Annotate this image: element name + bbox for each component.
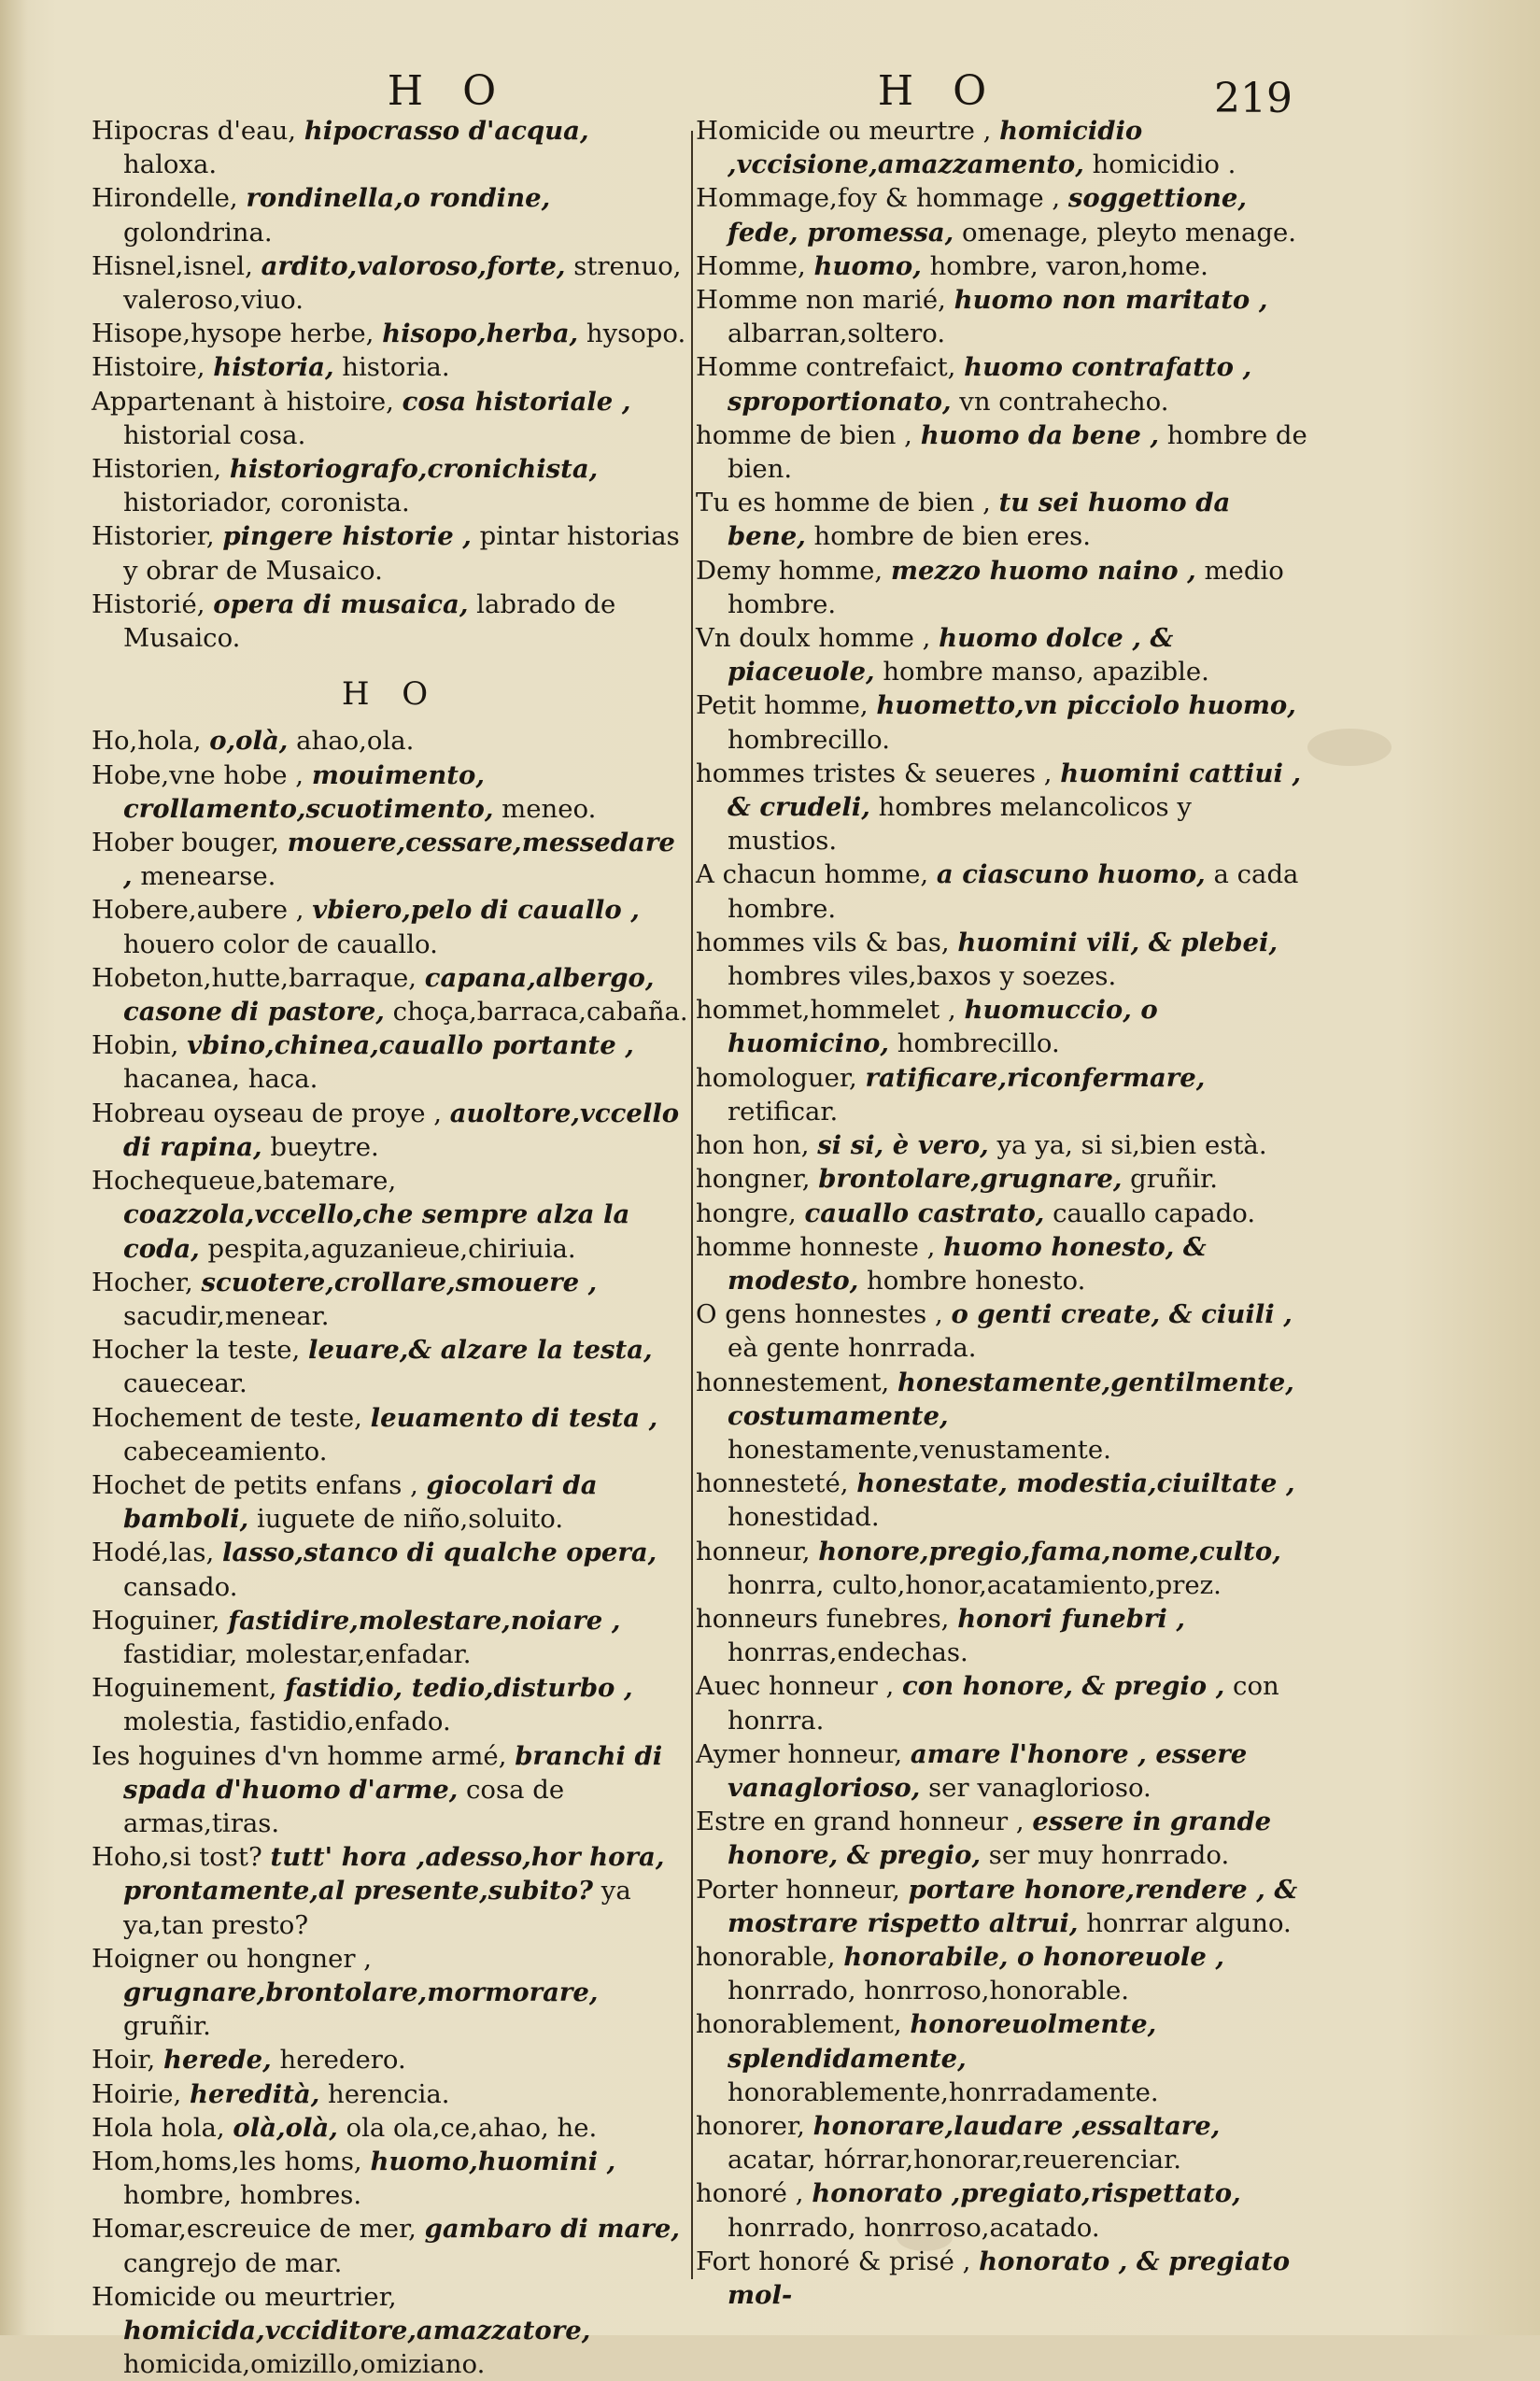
spanish-term: ser vanaglorioso. [928,1772,1151,1803]
dictionary-entry [696,1061,1307,1128]
french-term: homologuer, [696,1062,857,1093]
dictionary-entry [696,2109,1307,2176]
italian-term: capana,albergo, casone di pastore, [123,962,655,1028]
italian-term: huomuccio, o huomicino, [728,995,1158,1059]
dictionary-entry [696,350,1307,418]
spanish-term: gruñir. [123,2011,211,2042]
spanish-term: molestia, fastidio,enfado. [123,1707,451,1737]
dictionary-entry [92,1097,689,1164]
french-term: honnesteté, [696,1468,849,1499]
section-title: H O [341,675,440,714]
spanish-term: retificar. [728,1096,839,1127]
french-term: hommes tristes & seueres , [696,758,1053,788]
dictionary-entry [92,317,689,350]
spanish-term: historia. [342,352,450,383]
dictionary-entry [92,1333,689,1400]
right-column [696,114,1307,2310]
dictionary-entry [696,688,1307,756]
dictionary-entry [696,486,1307,553]
dictionary-entry [92,1536,689,1603]
french-term: Hom,homs,les homs, [92,2146,362,2176]
column-rule [691,131,693,2279]
french-term: Hobere,aubere , [92,895,304,926]
italian-term: honorare,laudare ,essaltare, [812,2110,1221,2141]
dictionary-entry [696,2176,1307,2244]
italian-term: cauallo castrato, [804,1198,1045,1228]
spanish-term: honestidad. [728,1502,880,1533]
italian-term: ardito,valoroso,forte, [261,250,566,281]
italian-term: honorabile, o honoreuole , [843,1941,1224,1972]
french-term: O gens honnestes , [696,1299,943,1330]
running-header-right: H O [877,67,1000,115]
italian-term: vbiero,pelo di cauallo , [312,895,640,926]
italian-term: historia, [213,352,334,383]
spanish-term: cauallo capado. [1053,1198,1256,1228]
dictionary-entry [92,2077,689,2111]
italian-term: lasso,stanco di qualche opera, [221,1538,657,1568]
italian-term: heredità, [190,2078,320,2109]
french-term: Appartenant à histoire, [92,386,394,417]
italian-term: huomini cattiui , & crudeli, [728,758,1302,823]
spanish-term: pintar historias y obrar de Musaico. [123,521,680,586]
spanish-term: hacanea, haca. [123,1064,318,1095]
italian-term: scuotere,crollare,smouere , [201,1267,598,1297]
dictionary-entry [92,1164,689,1266]
spanish-term: ya ya,tan presto? [123,1876,631,1940]
french-term: honorer, [696,2110,805,2141]
dictionary-entry [92,249,689,317]
spanish-term: hombre, hombres. [123,2180,362,2211]
dictionary-entry [696,1162,1307,1196]
italian-term: mouimento, crollamento,scuotimento, [123,759,494,824]
spanish-term: hysopo. [586,319,686,349]
italian-term: essere in grande honore, & pregio, [728,1807,1272,1871]
spanish-term: honrras,endechas. [728,1637,968,1668]
french-term: homme honneste , [696,1231,936,1262]
spanish-term: historiador, coronista. [123,488,410,518]
spanish-term: hombre de bien. [728,419,1307,485]
french-term: Aymer honneur, [696,1738,903,1769]
italian-term: huometto,vn picciolo huomo, [876,690,1296,721]
italian-term: honori funebri , [957,1603,1185,1634]
italian-term: huomo,huomini , [370,2146,616,2176]
italian-term: tutt' hora ,adesso,hor hora, prontamente,al presente,subito? [123,1842,665,1906]
italian-term: si si, è vero, [817,1130,989,1161]
italian-term: honestamente,gentilmente, costumamente, [728,1367,1294,1431]
french-term: hongre, [696,1198,797,1228]
french-term: Hocher la teste, [92,1335,301,1366]
french-term: Homar,escreuice de mer, [92,2214,417,2245]
spanish-term: choça,barraca,cabaña. [392,997,688,1028]
french-term: homme de bien , [696,419,912,450]
french-term: Historier, [92,521,215,552]
dictionary-entry [696,249,1307,283]
italian-term: gambaro di mare, [424,2214,680,2245]
dictionary-entry [696,1669,1307,1736]
dictionary-entry [92,2280,689,2381]
french-term: Auec honneur , [696,1671,895,1702]
italian-term: tu sei huomo da bene, [728,488,1231,552]
dictionary-entry [92,452,689,519]
spanish-term: hombres melancolicos y mustios. [728,792,1192,857]
italian-term: con honore, & pregio , [902,1671,1225,1702]
french-term: Hoir, [92,2045,156,2076]
italian-term: fastidire,molestare,noiare , [228,1605,621,1636]
dictionary-entry [696,181,1307,248]
french-term: Demy homme, [696,555,883,586]
italian-term: vbino,chinea,cauallo portante , [187,1030,634,1061]
spanish-term: hombrecillo. [728,724,890,755]
french-term: Hober bouger, [92,828,279,858]
spanish-term: ya ya, si si,bien està. [996,1130,1267,1161]
french-term: hommes vils & bas, [696,927,950,957]
dictionary-entry [696,757,1307,858]
italian-term: honorato ,pregiato,rispettato, [812,2178,1241,2209]
dictionary-entry [92,758,689,826]
spanish-term: honrrar alguno. [1086,1907,1292,1938]
dictionary-entry [696,857,1307,925]
french-term: Hirondelle, [92,183,238,214]
spanish-term: hombre manso, apazible. [883,657,1209,687]
dictionary-entry [696,1230,1307,1297]
italian-term: coazzola,vccello,che sempre alza la coda, [123,1199,630,1264]
spanish-term: honrrado, honrroso,honorable. [728,1976,1130,2006]
dictionary-entry [92,2212,689,2279]
italian-term: huomini vili, & plebei, [957,927,1279,957]
spanish-term: acatar, hórrar,honorar,reuerenciar. [728,2145,1182,2175]
italian-term: leuare,& alzare la testa, [308,1335,653,1366]
italian-term: rondinella,o rondine, [246,183,551,214]
french-term: Hobin, [92,1030,179,1061]
spanish-term: haloxa. [123,149,218,180]
italian-term: homicida,vcciditore,amazzatore, [123,2316,591,2346]
dictionary-entry [696,1297,1307,1365]
spanish-term: vn contrahecho. [959,386,1169,417]
french-term: Hodé,las, [92,1538,215,1568]
french-term: Estre en grand honneur , [696,1807,1024,1837]
italian-term: hipocrasso d'acqua, [304,116,589,146]
spanish-term: honrra, culto,honor,acatamiento,prez. [728,1569,1222,1600]
left-entries [92,724,689,2381]
french-term: Hobreau oyseau de proye , [92,1098,442,1128]
spanish-term: honestamente,venustamente. [728,1434,1111,1465]
dictionary-entry [92,1401,689,1468]
spanish-term: fastidiar, molestar,enfadar. [123,1638,472,1669]
spanish-term: houero color de cauallo. [123,928,438,959]
italian-term: huomo da bene , [920,419,1160,450]
french-term: Hoguiner, [92,1605,220,1636]
spanish-term: cabeceamiento. [123,1436,328,1467]
dictionary-entry [696,926,1307,993]
dictionary-entry [92,1266,689,1333]
spanish-term: hombrecillo. [897,1028,1060,1059]
french-term: Hochement de teste, [92,1402,362,1433]
italian-term: historiografo,cronichista, [229,454,599,485]
spanish-term: cansado. [123,1571,238,1602]
spanish-term: ser muy honrrado. [988,1840,1230,1871]
french-term: Hobe,vne hobe , [92,759,304,790]
dictionary-entry [696,1602,1307,1669]
spanish-term: cangrejo de mar. [123,2247,343,2278]
spanish-term: ola ola,ce,ahao, he. [346,2112,598,2143]
spanish-term: gruñir. [1130,1164,1219,1195]
spanish-term: iuguete de niño,soluito. [256,1504,564,1535]
italian-term: honore,pregio,fama,nome,culto, [818,1536,1281,1566]
italian-term: mouere,cessare,messedare , [123,828,675,892]
italian-term: amare l'honore , essere vanaglorioso, [728,1738,1248,1803]
italian-term: honoreuolmente, splendidamente, [728,2009,1157,2074]
italian-term: huomo non maritato , [954,285,1268,316]
dictionary-entry [92,961,689,1028]
spanish-term: hombre, varon,home. [929,250,1208,281]
french-term: Hola hola, [92,2112,225,2143]
italian-term: portare honore,rendere , & mostrare rispetto altrui, [728,1874,1298,1938]
dictionary-entry [92,385,689,452]
french-term: Homicide ou meurtre , [696,116,992,146]
spanish-term: hombre de bien eres. [813,521,1091,552]
dictionary-entry [92,1739,689,1841]
dictionary-entry [696,418,1307,486]
italian-term: olà,olà, [233,2112,338,2143]
french-term: honoré , [696,2178,804,2209]
italian-term: grugnare,brontolare,mormorare, [123,1977,599,2007]
italian-term: huomo dolce , & piaceuole, [728,623,1174,687]
spanish-term: sacudir,menear. [123,1300,330,1331]
dictionary-entry [696,621,1307,688]
dictionary-entry [92,588,689,655]
dictionary-entry [92,1942,689,2044]
spanish-term: homicida,omizillo,omiziano. [123,2349,486,2380]
french-term: honnestement, [696,1367,890,1397]
spanish-term: meneo. [502,793,597,824]
french-term: A chacun homme, [696,859,929,890]
ink-smudge [1307,729,1392,766]
italian-term: giocolari da bamboli, [123,1469,598,1535]
french-term: Hipocras d'eau, [92,116,297,146]
french-term: hommet,hommelet , [696,995,956,1026]
french-term: Ho,hola, [92,726,202,757]
dictionary-entry [696,1805,1307,1872]
spanish-term: bueytre. [270,1131,379,1162]
french-term: hon hon, [696,1130,810,1161]
french-term: Hoho,si tost? [92,1842,262,1873]
italian-term: hisopo,herba, [382,319,579,349]
italian-term: mezzo huomo naino , [890,555,1196,586]
french-term: honneurs funebres, [696,1603,950,1634]
french-term: Histoire, [92,352,205,383]
french-term: Hoguinement, [92,1673,277,1704]
french-term: Hoirie, [92,2078,182,2109]
spanish-term: omenage, pleyto menage. [961,217,1296,248]
spanish-term: medio hombre. [728,555,1284,619]
french-term: Fort honoré & prisé , [696,2246,971,2276]
dictionary-entry [696,554,1307,621]
french-term: Hommage,foy & hommage , [696,183,1061,214]
dictionary-entry [696,1535,1307,1602]
spanish-term: strenuo, valeroso,viuo. [123,250,682,316]
french-term: Hoigner ou hongner , [92,1943,373,1974]
spanish-term: con honrra. [728,1671,1279,1736]
dictionary-entry [696,2245,1307,2312]
spanish-term: pespita,aguzanieue,chiriuia. [207,1233,576,1264]
french-term: Hobeton,hutte,barraque, [92,962,417,993]
french-term: honorablement, [696,2009,902,2040]
italian-term: brontolare,grugnare, [818,1164,1123,1195]
dictionary-entry [92,1671,689,1738]
spanish-term: hombre honesto. [867,1265,1086,1296]
spanish-term: honrrado, honrroso,acatado. [728,2212,1100,2243]
spanish-term: homicidio . [1092,149,1236,180]
dictionary-entry [92,181,689,248]
italian-term: homicidio ,vccisione,amazzamento, [728,116,1143,180]
spanish-term: historial cosa. [123,419,306,450]
spanish-term: honorablemente,honrradamente. [728,2076,1159,2107]
french-term: hongner, [696,1164,811,1195]
french-term: Hochet de petits enfans , [92,1469,418,1500]
left-entries-top [92,114,689,655]
dictionary-entry [696,1940,1307,2007]
dictionary-entry [92,724,689,758]
italian-term: herede, [162,2045,272,2076]
dictionary-entry [92,1604,689,1671]
dictionary-entry [696,1197,1307,1230]
italian-term: ratificare,riconfermare, [865,1062,1206,1093]
french-term: Vn doulx homme , [696,623,931,654]
italian-term: a ciascuno huomo, [936,859,1206,890]
french-term: Homme contrefaict, [696,352,956,383]
spanish-term: labrado de Musaico. [123,588,616,654]
french-term: Historien, [92,454,222,485]
french-term: Historié, [92,588,205,619]
italian-term: huomo contrafatto , sproportionato, [728,352,1252,417]
left-column [92,114,689,2380]
italian-term: auoltore,vccello di rapina, [123,1098,680,1162]
french-term: honorable, [696,1941,836,1972]
french-term: Homme, [696,250,806,281]
spanish-term: a cada hombre. [728,859,1299,924]
dictionary-entry [92,1028,689,1096]
dictionary-entry [696,283,1307,350]
italian-term: pingere historie , [222,521,472,552]
french-term: Homme non marié, [696,285,946,316]
dictionary-entry [696,114,1307,181]
dictionary-entry [696,1467,1307,1534]
italian-term: fastidio, tedio,disturbo , [285,1673,633,1704]
french-term: Ies hoguines d'vn homme armé, [92,1740,507,1771]
italian-term: soggettione, fede, promessa, [728,183,1247,248]
dictionary-entry [92,2043,689,2076]
dictionary-entry [92,2145,689,2212]
spanish-term: heredero. [279,2045,406,2076]
italian-term: leuamento di testa , [370,1402,658,1433]
spanish-term: eà gente honrrada. [728,1333,977,1364]
dictionary-entry [696,2007,1307,2109]
french-term: Homicide ou meurtrier, [92,2281,397,2312]
italian-term: honorato , & pregiato mol- [728,2246,1291,2310]
spanish-term: ahao,ola. [296,726,415,757]
spanish-term: albarran,soltero. [728,319,946,349]
spanish-term: golondrina. [123,217,273,248]
dictionary-entry [696,1873,1307,1940]
spanish-term: menearse. [140,861,276,892]
french-term: Tu es homme de bien , [696,488,991,518]
dictionary-entry [92,2111,689,2145]
spanish-term: hombres viles,baxos y soezes. [728,961,1117,992]
dictionary-entry [696,993,1307,1060]
french-term: Hisope,hysope herbe, [92,319,374,349]
italian-term: cosa historiale , [402,386,631,417]
italian-term: huomo honesto, & modesto, [728,1231,1207,1296]
french-term: Petit homme, [696,690,869,721]
italian-term: opera di musaica, [213,588,469,619]
dictionary-entry [696,1128,1307,1162]
italian-term: honestate, modestia,ciuiltate , [856,1468,1295,1499]
dictionary-entry [92,114,689,181]
italian-term: o genti create, & ciuili , [951,1299,1293,1330]
right-entries [696,114,1307,2312]
french-term: Porter honneur, [696,1874,900,1905]
dictionary-entry [92,1468,689,1536]
spanish-term: cosa de armas,tiras. [123,1774,565,1838]
dictionary-entry [92,1840,689,1942]
dictionary-entry [92,519,689,587]
spanish-term: herencia. [328,2078,450,2109]
italian-term: branchi di spada d'huomo d'arme, [123,1740,663,1805]
spanish-term: cauecear. [123,1368,247,1399]
italian-term: o,olà, [209,726,289,757]
french-term: Hochequeue,batemare, [92,1166,397,1197]
italian-term: huomo, [813,250,922,281]
page-number: 219 [1214,75,1293,122]
running-header-left: H O [387,67,510,115]
french-term: honneur, [696,1536,811,1566]
dictionary-entry [696,1737,1307,1805]
dictionary-entry [696,1366,1307,1467]
dictionary-entry [92,826,689,893]
dictionary-entry [92,350,689,384]
french-term: Hisnel,isnel, [92,250,253,281]
french-term: Hocher, [92,1267,193,1297]
dictionary-entry [92,893,689,960]
